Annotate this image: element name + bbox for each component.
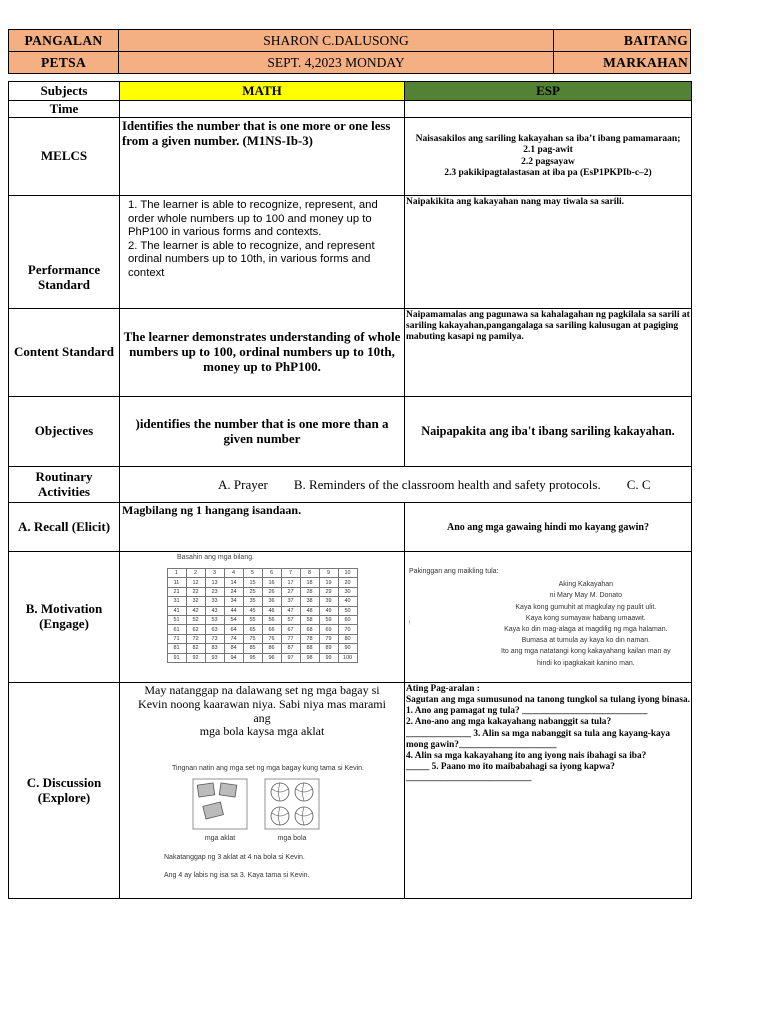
- discussion-esp: [405, 683, 692, 899]
- performance-esp: Naipakikita ang kakayahan nang may tiwala sa sarili.: [405, 196, 692, 309]
- number-grid-cell: 51: [167, 615, 186, 624]
- number-grid-cell: 45: [243, 606, 262, 615]
- name-label: PANGALAN: [9, 30, 119, 52]
- melcs-esp-line: 2.1 pag-awit: [523, 145, 573, 156]
- melcs-label: MELCS: [9, 118, 120, 196]
- grade-label: BAITANG: [554, 30, 691, 52]
- motivation-esp: Pakinggan ang maikling tula: ᵎ Aking Kakayahan ni Mary May M. Donato Kaya kong gumuhit at magkulay ng paulit ulit. Kaya kong sumayaw habang umaawit. Kaya ko din mag-alaga at magdilig ng mga halaman. Bumasa at tumula ay kaya ko din naman. Ito ang mga natatangi kong kakayahang kailan man ay hindi ko ipagkakait kanino man.: [405, 552, 692, 683]
- diagram-title: Tingnan natin ang mga set ng mga bagay kung tama si Kevin.: [172, 765, 364, 773]
- content-math: The learner demonstrates understanding of whole numbers up to 100, ordinal numbers up to 10th, money up to PhP100.: [120, 309, 405, 397]
- number-grid: [167, 568, 358, 663]
- recall-label: A. Recall (Elicit): [9, 503, 120, 552]
- number-grid-row: [167, 606, 357, 615]
- discussion-line: May natanggap na dalawang set ng mga bagay si: [144, 683, 380, 697]
- number-grid-cell: 80: [338, 634, 357, 643]
- discussion-esp-intro: Sagutan ang mga sumusunod na tanong tungkol sa tulang iyong binasa.: [406, 695, 690, 706]
- number-grid-cell: 59: [319, 615, 338, 624]
- number-grid-cell: 96: [262, 653, 281, 662]
- number-grid-cell: 95: [243, 653, 262, 662]
- discussion-esp-q4: 4. Alin sa mga kakayahang ito ang iyong nais ibahagi sa iba?: [406, 750, 647, 761]
- motivation-math-title: Basahin ang mga bilang.: [177, 554, 255, 561]
- table-row-discussion: [9, 683, 692, 899]
- table-row-recall: [9, 503, 692, 552]
- poem-author: ni Mary May M. Donato: [549, 592, 623, 600]
- number-grid-cell: 73: [205, 634, 224, 643]
- table-row-content: [9, 309, 692, 397]
- table-row-melcs: [9, 118, 692, 196]
- discussion-esp-title: Ating Pag-aralan :: [406, 684, 480, 694]
- recall-math: Magbilang ng 1 hangang isandaan.: [120, 503, 405, 552]
- number-grid-cell: 58: [300, 615, 319, 624]
- poem-line: hindi ko ipagkakait kanino man.: [537, 659, 635, 667]
- number-grid-cell: 44: [224, 606, 243, 615]
- number-grid-cell: 41: [167, 606, 186, 615]
- number-grid-cell: 6: [262, 569, 281, 578]
- header-table: [8, 29, 691, 74]
- poem: [501, 579, 671, 669]
- diagram-line2: Ang 4 ay labis ng isa sa 3. Kaya tama si Kevin.: [164, 872, 310, 880]
- date-value: SEPT. 4,2023 MONDAY: [119, 52, 554, 74]
- number-grid-cell: 92: [186, 653, 205, 662]
- number-grid-cell: 40: [338, 597, 357, 606]
- number-grid-cell: 1: [167, 569, 186, 578]
- table-row-time: [9, 101, 692, 118]
- number-grid-cell: 23: [205, 587, 224, 596]
- number-grid-cell: 10: [338, 569, 357, 578]
- books-set-icon: [192, 778, 248, 830]
- number-grid-row: [167, 615, 357, 624]
- number-grid-cell: 99: [319, 653, 338, 662]
- number-grid-cell: 76: [262, 634, 281, 643]
- number-grid-cell: 91: [167, 653, 186, 662]
- number-grid-row: [167, 578, 357, 587]
- balls-set-icon: [264, 778, 320, 830]
- number-grid-cell: 13: [205, 578, 224, 587]
- time-label: Time: [9, 101, 120, 118]
- poem-line: Bumasa at tumula ay kaya ko din naman.: [521, 637, 651, 645]
- lesson-plan-table: [8, 81, 692, 899]
- poem-line: Ito ang mga natatangi kong kakayahang kailan man ay: [501, 648, 671, 656]
- number-grid-cell: 5: [243, 569, 262, 578]
- number-grid-cell: 67: [281, 625, 300, 634]
- number-grid-cell: 57: [281, 615, 300, 624]
- number-grid-cell: 55: [243, 615, 262, 624]
- number-grid-cell: 9: [319, 569, 338, 578]
- number-grid-row: [167, 569, 357, 578]
- number-grid-cell: 12: [186, 578, 205, 587]
- number-grid-cell: 63: [205, 625, 224, 634]
- number-grid-cell: 54: [224, 615, 243, 624]
- number-grid-cell: 16: [262, 578, 281, 587]
- number-grid-cell: 38: [300, 597, 319, 606]
- number-grid-row: [167, 597, 357, 606]
- number-grid-cell: 29: [319, 587, 338, 596]
- diagram-line1: Nakatanggap ng 3 aklat at 4 na bola si Kevin.: [164, 854, 305, 862]
- number-grid-cell: 25: [243, 587, 262, 596]
- number-grid-cell: 98: [300, 653, 319, 662]
- discussion-line: ang: [253, 710, 271, 725]
- sets-diagram: [150, 765, 382, 879]
- number-grid-cell: 82: [186, 644, 205, 653]
- motivation-label: B. Motivation (Engage): [9, 552, 120, 683]
- date-label: PETSA: [9, 52, 119, 74]
- table-row-subjects: [9, 82, 692, 101]
- poem-intro: Pakinggan ang maikling tula:: [409, 568, 499, 575]
- number-grid-cell: 77: [281, 634, 300, 643]
- melcs-esp: [405, 118, 692, 196]
- number-grid-cell: 3: [205, 569, 224, 578]
- performance-item: 1. The learner is able to recognize, represent, and order whole numbers up to 100 and money up to PhP100 in various forms and contexts.: [128, 199, 378, 239]
- number-grid-cell: 7: [281, 569, 300, 578]
- time-math: [120, 101, 405, 118]
- number-grid-cell: 62: [186, 625, 205, 634]
- number-grid-cell: 84: [224, 644, 243, 653]
- time-esp: [405, 101, 692, 118]
- number-grid-cell: 61: [167, 625, 186, 634]
- table-row-performance: [9, 196, 692, 309]
- number-grid-row: [167, 653, 357, 662]
- poem-line: Kaya kong gumuhit at magkulay ng paulit ulit.: [515, 603, 657, 611]
- discussion-label: C. Discussion (Explore): [9, 683, 120, 899]
- number-grid-cell: 17: [281, 578, 300, 587]
- recall-esp: Ano ang mga gawaing hindi mo kayang gawin?: [405, 503, 692, 552]
- esp-header: ESP: [405, 82, 692, 101]
- number-grid-cell: 97: [281, 653, 300, 662]
- number-grid-cell: 72: [186, 634, 205, 643]
- number-grid-cell: 46: [262, 606, 281, 615]
- number-grid-cell: 36: [262, 597, 281, 606]
- number-grid-cell: 75: [243, 634, 262, 643]
- number-grid-cell: 2: [186, 569, 205, 578]
- number-grid-cell: 8: [300, 569, 319, 578]
- number-grid-cell: 94: [224, 653, 243, 662]
- number-grid-cell: 86: [262, 644, 281, 653]
- number-grid-cell: 83: [205, 644, 224, 653]
- number-grid-cell: 69: [319, 625, 338, 634]
- number-grid-cell: 89: [319, 644, 338, 653]
- number-grid-cell: 21: [167, 587, 186, 596]
- number-grid-cell: 66: [262, 625, 281, 634]
- number-grid-cell: 14: [224, 578, 243, 587]
- poem-line: Kaya kong sumayaw habang umaawit.: [525, 614, 646, 622]
- number-grid-cell: 90: [338, 644, 357, 653]
- melcs-esp-line: 2.3 pakikipagtalastasan at iba pa (EsP1PKPIb-c–2): [444, 167, 652, 178]
- objectives-esp: Naipapakita ang iba't ibang sariling kakayahan.: [405, 397, 692, 467]
- number-grid-cell: 48: [300, 606, 319, 615]
- number-grid-cell: 87: [281, 644, 300, 653]
- number-grid-cell: 27: [281, 587, 300, 596]
- number-grid-cell: 42: [186, 606, 205, 615]
- quarter-label: MARKAHAN: [554, 52, 691, 74]
- number-grid-cell: 64: [224, 625, 243, 634]
- poem-title: Aking Kakayahan: [558, 581, 614, 589]
- number-grid-cell: 22: [186, 587, 205, 596]
- number-grid-row: [167, 587, 357, 596]
- number-grid-cell: 19: [319, 578, 338, 587]
- routinary-text: A. Prayer B. Reminders of the classroom health and safety protocols. C. C: [120, 467, 692, 503]
- number-grid-cell: 88: [300, 644, 319, 653]
- number-grid-row: [167, 634, 357, 643]
- number-grid-cell: 68: [300, 625, 319, 634]
- number-grid-cell: 100: [338, 653, 357, 662]
- discussion-line: mga bola kaysa mga aklat: [199, 724, 325, 739]
- number-grid-cell: 39: [319, 597, 338, 606]
- number-grid-cell: 43: [205, 606, 224, 615]
- table-row-objectives: [9, 397, 692, 467]
- number-grid-cell: 56: [262, 615, 281, 624]
- math-header: MATH: [120, 82, 405, 101]
- discussion-math-text: [120, 684, 404, 739]
- table-row-routinary: [9, 467, 692, 503]
- melcs-esp-line: 2.2 pagsayaw: [521, 156, 575, 167]
- poem-line: Kaya ko din mag-alaga at magdilig ng mga halaman.: [504, 625, 668, 633]
- number-grid-cell: 4: [224, 569, 243, 578]
- number-grid-row: [167, 644, 357, 653]
- balls-label: mga bola: [277, 835, 307, 843]
- number-grid-cell: 11: [167, 578, 186, 587]
- routinary-label: Routinary Activities: [9, 467, 120, 503]
- performance-math: [120, 196, 405, 309]
- number-grid-cell: 34: [224, 597, 243, 606]
- number-grid-cell: 18: [300, 578, 319, 587]
- table-row-motivation: [9, 552, 692, 683]
- number-grid-cell: 71: [167, 634, 186, 643]
- number-grid-cell: 74: [224, 634, 243, 643]
- number-grid-cell: 49: [319, 606, 338, 615]
- motivation-math: [120, 552, 405, 683]
- number-grid-cell: 53: [205, 615, 224, 624]
- number-grid-cell: 60: [338, 615, 357, 624]
- number-grid-cell: 31: [167, 597, 186, 606]
- melcs-math: Identifies the number that is one more or one less from a given number. (M1NS-Ib-3): [120, 118, 405, 196]
- number-grid-cell: 65: [243, 625, 262, 634]
- number-grid-cell: 79: [319, 634, 338, 643]
- discussion-esp-q2: 2. Ano-ano ang mga kakayahang nabanggit sa tula?: [406, 717, 612, 728]
- objectives-label: Objectives: [9, 397, 120, 467]
- performance-label: Performance Standard: [9, 196, 120, 309]
- melcs-esp-line: Naisasakilos ang sariling kakayahan sa iba’t ibang pamamaraan;: [415, 133, 681, 144]
- number-grid-cell: 15: [243, 578, 262, 587]
- performance-item: 2. The learner is able to recognize, and represent ordinal numbers up to 10th, in various forms and context: [128, 239, 375, 279]
- number-grid-cell: 85: [243, 644, 262, 653]
- discussion-math: [120, 683, 405, 899]
- number-grid-cell: 37: [281, 597, 300, 606]
- number-grid-cell: 93: [205, 653, 224, 662]
- number-grid-cell: 33: [205, 597, 224, 606]
- number-grid-cell: 47: [281, 606, 300, 615]
- discussion-esp-q5: _____ 5. Paano mo ito maibabahagi sa iyong kapwa? ___________________________: [406, 762, 615, 784]
- discussion-esp-q3: ______________ 3. Alin sa mga nabanggit sa tula ang kayang-kaya mong gawin?_____________________: [406, 728, 670, 750]
- subjects-label: Subjects: [9, 82, 120, 101]
- name-value: SHARON C.DALUSONG: [119, 30, 554, 52]
- number-grid-cell: 70: [338, 625, 357, 634]
- number-grid-cell: 24: [224, 587, 243, 596]
- number-grid-cell: 35: [243, 597, 262, 606]
- number-grid-cell: 26: [262, 587, 281, 596]
- number-grid-cell: 78: [300, 634, 319, 643]
- objectives-math: )identifies the number that is one more than a given number: [120, 397, 405, 467]
- number-grid-cell: 20: [338, 578, 357, 587]
- number-grid-cell: 32: [186, 597, 205, 606]
- number-grid-cell: 52: [186, 615, 205, 624]
- number-grid-cell: 30: [338, 587, 357, 596]
- number-grid-cell: 81: [167, 644, 186, 653]
- content-label: Content Standard: [9, 309, 120, 397]
- books-label: mga aklat: [204, 835, 236, 843]
- discussion-esp-q1: 1. Ano ang pamagat ng tula? ___________________________: [406, 706, 648, 717]
- content-esp: Naipamamalas ang pagunawa sa kahalagahan ng pagkilala sa sarili at sariling kakayahan,pangangalaga sa sariling kalusugan at pagiging mabuting kasapi ng pamilya.: [405, 309, 692, 397]
- discussion-line: Kevin noong kaarawan niya. Sabi niya mas marami: [138, 696, 386, 711]
- number-grid-cell: 50: [338, 606, 357, 615]
- number-grid-cell: 28: [300, 587, 319, 596]
- number-grid-row: [167, 625, 357, 634]
